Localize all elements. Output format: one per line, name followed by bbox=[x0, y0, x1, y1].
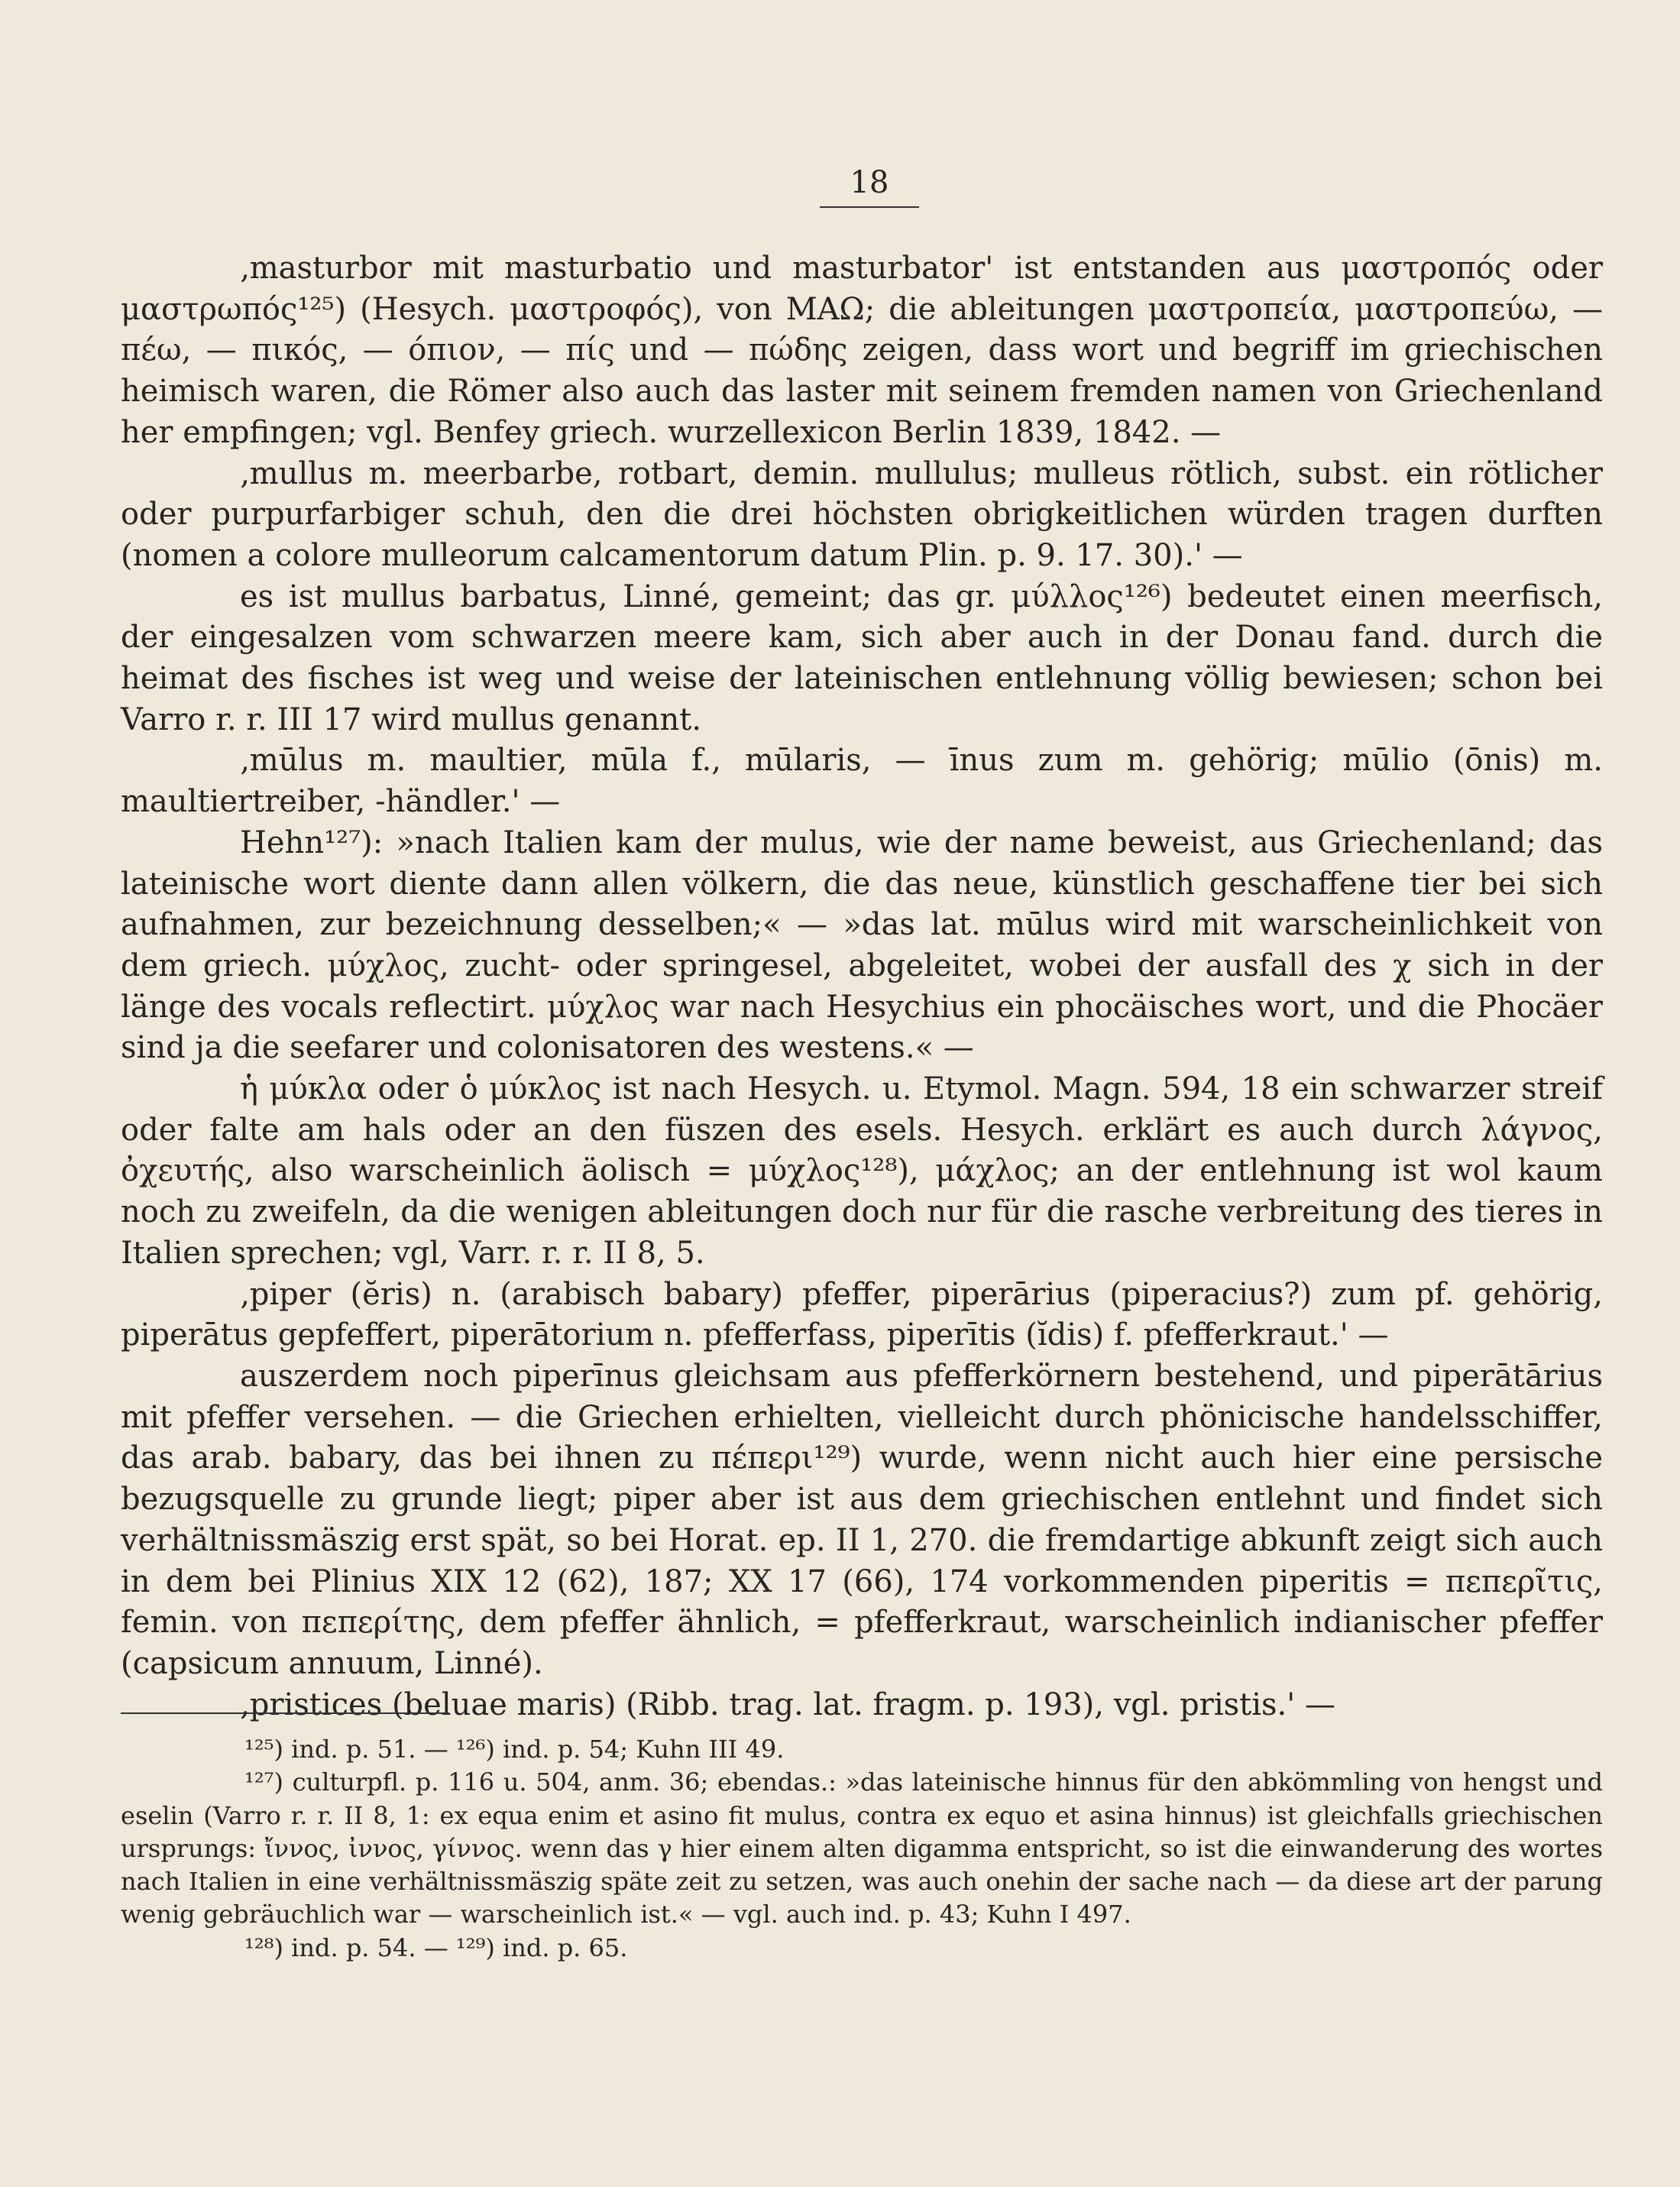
footnotes bbox=[121, 1733, 1603, 1965]
footnote-divider bbox=[121, 1712, 449, 1714]
paragraph-mulus: ‚mūlus m. maultier, mūla f., mūlaris, — īnus zum m. gehörig; mūlio (ōnis) m. maultiertreiber, -händler.' — bbox=[121, 743, 1603, 820]
page-number: 18 bbox=[820, 165, 919, 208]
paragraph-hehn: Hehn¹²⁷): »nach Italien kam der mulus, wie der name beweist, aus Griechenland; das lateinische wort diente dann allen völkern, die das neue, künstlich geschaffene tier bei sich aufnahmen, zur bezeichnung desselben;« — »das lat. mūlus wird mit warscheinlichkeit von dem griech. μύχλος, zucht- oder springesel, abgeleitet, wobei der ausfall des χ sich in der länge des vocals reflectirt. μύχλος war nach Hesychius ein phocäisches wort, und die Phocäer sind ja die seefarer und colonisatoren des westens.« — bbox=[121, 825, 1603, 1066]
footnote-127: ¹²⁷) culturpfl. p. 116 u. 504, anm. 36; ebendas.: »das lateinische hinnus für den abkömmling von hengst und eselin (Varro r. r. II 8, 1: ex equa enim et asino fit mulus, contra ex equo et asina hinnus) ist gleichfalls griechischen ursprungs: ἴννος, ἰννος, γίννος. wenn das γ hier einem alten digamma entspricht, so ist die einwanderung des wortes nach Italien in eine verhältnissmäszig späte zeit zu setzen, was auch onehin der sache nach — da diese art der parung wenig gebräuchlich war — warscheinlich ist.« — vgl. auch ind. p. 43; Kuhn I 497. bbox=[121, 1767, 1603, 1929]
paragraph-piper: ‚piper (ĕris) n. (arabisch babary) pfeffer, piperārius (piperacius?) zum pf. gehörig, piperātus gepfeffert, piperātorium n. pfefferfass, piperītis (ĭdis) f. pfefferkraut.' — bbox=[121, 1276, 1603, 1353]
paragraph-mullus-barbatus: es ist mullus barbatus, Linné, gemeint; das gr. μύλλος¹²⁶) bedeutet einen meerfisch, der eingesalzen vom schwarzen meere kam, sich aber auch in der Donau fand. durch die heimat des fisches ist weg und weise der lateinischen entlehnung völlig bewiesen; schon bei Varro r. r. III 17 wird mullus genannt. bbox=[121, 578, 1603, 737]
paragraph-mukla: ἡ μύκλα oder ὁ μύκλος ist nach Hesych. u. Etymol. Magn. 594, 18 ein schwarzer streif oder falte am hals oder an den füszen des esels. Hesych. erklärt es auch durch λάγνος, ὀχευτής, also warscheinlich äolisch = μύχλος¹²⁸), μάχλος; an der entlehnung ist wol kaum noch zu zweifeln, da die wenigen ableitungen doch nur für die rasche verbreitung des tieres in Italien sprechen; vgl, Varr. r. r. II 8, 5. bbox=[121, 1071, 1603, 1271]
paragraph-mullus: ‚mullus m. meerbarbe, rotbart, demin. mullulus; mulleus rötlich, subst. ein rötlicher oder purpurfarbiger schuh, den die drei höchsten obrigkeitlichen würden tragen durften (nomen a colore mulleorum calcamentorum datum Plin. p. 9. 17. 30).' — bbox=[121, 455, 1603, 573]
footnote-125-126: ¹²⁵) ind. p. 51. — ¹²⁶) ind. p. 54; Kuhn III 49. bbox=[244, 1735, 785, 1764]
paragraph-masturbor: ‚masturbor mit masturbatio und masturbator' ist entstanden aus μαστροπός oder μαστρωπός¹²⁵) (Hesych. μαστροφός), von ΜΑΩ; die ableitungen μαστροπεία, μαστροπεύω, — πέω, — πικός, — όπιον, — πίς und — πώδης zeigen, dass wort und begriff im griechischen heimisch waren, die Römer also auch das laster mit seinem fremden namen von Griechenland her empfingen; vgl. Benfey griech. wurzellexicon Berlin 1839, 1842. — bbox=[121, 251, 1603, 450]
main-text bbox=[121, 248, 1603, 1725]
footnote-128-129: ¹²⁸) ind. p. 54. — ¹²⁹) ind. p. 65. bbox=[244, 1933, 628, 1962]
paragraph-pristices: ‚pristices (beluae maris) (Ribb. trag. lat. fragm. p. 193), vgl. pristis.' — bbox=[240, 1686, 1335, 1722]
paragraph-piperinus: auszerdem noch piperīnus gleichsam aus pfefferkörnern bestehend, und piperātārius mit pfeffer versehen. — die Griechen erhielten, vielleicht durch phönicische handelsschiffer, das arab. babary, das bei ihnen zu πέπερι¹²⁹) wurde, wenn nicht auch hier eine persische bezugsquelle zu grunde liegt; piper aber ist aus dem griechischen entlehnt und findet sich verhältnissmäszig erst spät, so bei Horat. ep. II 1, 270. die fremdartige abkunft zeigt sich auch in dem bei Plinius XIX 12 (62), 187; XX 17 (66), 174 vorkommenden piperitis = πεπερῖτις, femin. von πεπερίτης, dem pfeffer ähnlich, = pfefferkraut, warscheinlich indianischer pfeffer (capsicum annuum, Linné). bbox=[121, 1358, 1603, 1681]
